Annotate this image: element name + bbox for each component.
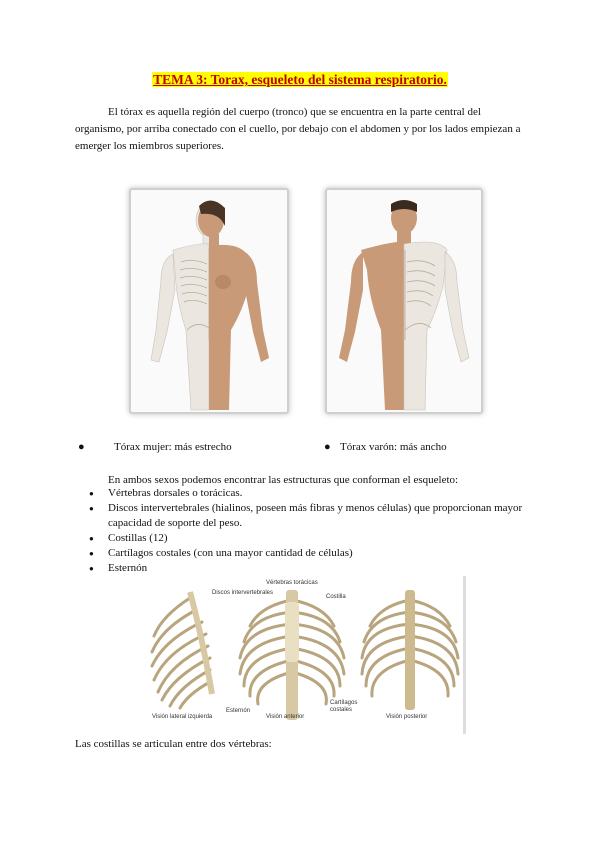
list-item: ● Esternón [86, 561, 531, 576]
label-lateral-view: Visión lateral izquierda [152, 714, 213, 720]
intro-paragraph: El tórax es aquella región del cuerpo (tronco) que se encuentra en la parte central del organismo, por arriba conectado con el cuello, por debajo con el abdomen y por los lados empiezan a emerger los miembros superiores. [75, 106, 521, 152]
label-discos: Discos intervertebrales [212, 590, 274, 596]
male-thorax-item: ● Tórax varón: más ancho [324, 441, 447, 453]
list-item: ● Discos intervertebrales (hialinos, poseen más fibras y menos células) que proporcionan mayor capacidad de soporte del peso. [86, 501, 531, 531]
both-sexes-text: En ambos sexos podemos encontrar las estructuras que conforman el esqueleto: [108, 474, 459, 486]
bullet-icon: ● [324, 441, 331, 453]
list-item: ● Costillas (12) [86, 531, 531, 546]
closing-text: Las costillas se articulan entre dos vértebras: [75, 738, 272, 750]
figure-divider [463, 576, 466, 734]
bullet-icon: ● [78, 441, 85, 453]
female-thorax-item: ● Tórax mujer: más estrecho [78, 441, 232, 453]
list-item: ● Vértebras dorsales o torácicas. [86, 486, 531, 501]
label-vertebras: Vértebras torácicas [266, 580, 318, 586]
document-title: TEMA 3: Torax, esqueleto del sistema respiratorio. [153, 72, 447, 87]
structures-list [86, 486, 531, 576]
list-item: ● Cartílagos costales (con una mayor cantidad de células) [86, 546, 531, 561]
female-torso-image [129, 188, 289, 414]
rib-cage-figure [140, 576, 466, 734]
label-anterior-view: Visión anterior [266, 714, 305, 720]
label-cartilagos: Cartílagos costales [330, 700, 358, 713]
label-costilla: Costilla [326, 594, 346, 600]
label-posterior-view: Visión posterior [386, 714, 428, 720]
label-esternon: Esternón [226, 708, 251, 714]
male-back-image [325, 188, 483, 414]
